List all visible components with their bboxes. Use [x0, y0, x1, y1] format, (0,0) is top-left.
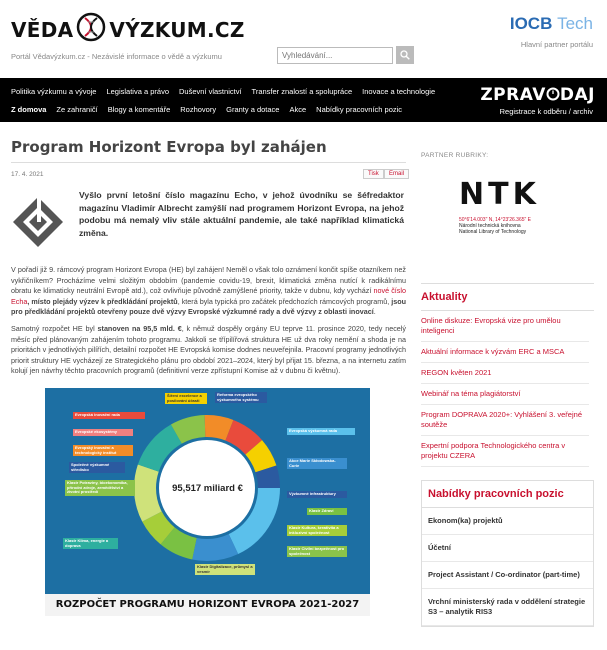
- news-list: [421, 311, 589, 467]
- search-button[interactable]: [396, 46, 414, 64]
- infographic-caption: ROZPOČET PROGRAMU HORIZONT EVROPA 2021-2027: [55, 598, 360, 610]
- news-item[interactable]: Online diskuze: Evropská vize pro umělou inteligenci: [421, 311, 589, 342]
- echo-logo-icon: [11, 195, 65, 254]
- jobs-heading: Nabídky pracovních pozic: [422, 481, 593, 508]
- newsletter-logo[interactable]: ZPRAV DAJ: [480, 85, 595, 105]
- site-tagline: Portál Vědavýzkum.cz - Nezávislé informace o vědě a výzkumu: [11, 52, 222, 61]
- nav-item[interactable]: Inovace a technologie: [362, 87, 436, 96]
- job-item[interactable]: Project Assistant / Co-ordinator (part-time): [422, 562, 593, 589]
- site-logo[interactable]: [11, 12, 245, 47]
- news-item[interactable]: REGON květen 2021: [421, 363, 589, 384]
- budget-donut: [45, 388, 370, 616]
- email-button[interactable]: Email: [384, 169, 409, 179]
- chart-label: Výzkumné infrastruktury: [287, 491, 347, 498]
- article-paragraph-1: V pořadí již 9. rámcový program Horizont Evropa (HE) byl zahájen! Neměl o však tolo oznámení končit spíše otazníkem než vykřičníkem? Procházíme velmi složitým obdobím (pandemie covidu-19, brexit, klimatická změna nutící k radikálnímu obratu ke klimaticky neutrální Evropě atd.), což ovlivňuje původně zamýšlené priority, takže v dubnu, kdy vychází nové číslo Echa, místo plejády výzev k předkládání projektů, která byla typická pro začátek předchozích rámcových programů, jsou pro předkládání projektů otevřeny pouze dvě výzvy Evropské výzkumné rady a dvě výzvy z oblasti inovací.: [11, 265, 406, 317]
- partner-logo[interactable]: IOCB Tech: [509, 14, 593, 33]
- nav-item[interactable]: Transfer znalostí a spolupráce: [251, 87, 353, 96]
- chart-label: Evropský inovační a technologický institut: [73, 445, 133, 456]
- partner-label: Hlavní partner portálu: [520, 40, 593, 49]
- news-item[interactable]: Webinář na téma plagiátorství: [421, 384, 589, 405]
- chart-label: Společné výzkumné středisko: [69, 462, 125, 473]
- article-date: 17. 4. 2021: [11, 171, 44, 178]
- news-item[interactable]: Program DOPRAVA 2020+: Vyhlášení 3. veřejné soutěže: [421, 405, 589, 436]
- jobs-box: [421, 480, 594, 627]
- chart-label: Šíření excelence a posilování účasti: [165, 393, 207, 404]
- main-nav: [0, 78, 607, 122]
- lead-text: Vyšlo první letošní číslo magazínu Echo, v jehož úvodníku se šéfredaktor magazínu Vladimír Albrecht zamýšlí nad programem Horizont Evropa, na jehož podobu má nemalý vliv stále aktuální pandemie, ale také například klimatická změna.: [79, 190, 404, 238]
- budget-infographic: [45, 388, 370, 616]
- news-item[interactable]: Expertní podpora Technologického centra v projektu CZERA: [421, 436, 589, 467]
- job-item[interactable]: Účetní: [422, 535, 593, 562]
- chart-label: Reforma evropského výzkumného systému: [215, 392, 267, 403]
- search-input[interactable]: [277, 47, 393, 64]
- clock-icon: [546, 87, 560, 101]
- chart-label: Evropská inovační rada: [73, 412, 145, 419]
- partner-title: PARTNER RUBRIKY:: [421, 152, 489, 159]
- nav-item[interactable]: Rozhovory: [180, 105, 217, 114]
- site-header: [0, 0, 607, 78]
- chart-label: Evropské ekosystémy: [73, 429, 133, 436]
- chart-label: Evropská výzkumná rada: [287, 428, 355, 435]
- chart-label: Klastr Digitalizace, průmysl a vesmír: [195, 564, 255, 575]
- chart-label: Klastr Zdraví: [307, 508, 347, 515]
- chart-label: Klastr Civilní bezpečnost pro společnost: [287, 546, 347, 557]
- nav-item[interactable]: Nabídky pracovních pozic: [316, 105, 403, 114]
- nav-item[interactable]: Akce: [289, 105, 307, 114]
- search-icon: [400, 50, 410, 60]
- article-title: Program Horizont Evropa byl zahájen: [11, 138, 327, 156]
- print-button[interactable]: Tisk: [363, 169, 384, 179]
- nav-row-sections: [6, 105, 407, 114]
- dna-icon: [76, 12, 106, 47]
- nav-row-topics: [6, 87, 440, 96]
- newsletter-link[interactable]: Registrace k odběru / archiv: [499, 107, 593, 116]
- article-meta: [11, 169, 406, 187]
- article-paragraph-2: Samotný rozpočet HE byl stanoven na 95,5 mld. €, k němuž dospěly orgány EU teprve 11. prosince 2020, tedy necelý měsíc před plánovaným zahájením tohoto programu. Jakkoli se třípilířová struktura HE už dva roky nemění a shoda je na prioritách v jednotlivých pilířích, detailní rozpočet HE Evropská komise dodnes neuveřejnila. Pracovní programy jednotlivých priorit struktury HE vycházejí ze Strategického plánu pro období 2021–2024, který byl přijat 15. března, a na internetu zatím kolují jen návrhy těchto pracovních programů (definitivní verze zpřístupní Komise až v dubnu či květnu).: [11, 323, 406, 376]
- chart-label: Akce Marie Skłodowska-Curie: [287, 458, 347, 469]
- news-item[interactable]: Aktuální informace k výzvám ERC a MSCA: [421, 342, 589, 363]
- nav-item[interactable]: Politika výzkumu a vývoje: [11, 87, 97, 96]
- job-item[interactable]: Ekonom(ka) projektů: [422, 508, 593, 535]
- sidebar: [421, 152, 599, 627]
- news-heading: Aktuality: [421, 283, 594, 311]
- logo-text-left: VĚDA: [11, 17, 74, 42]
- nav-item[interactable]: Legislativa a právo: [106, 87, 169, 96]
- echo-issue-link[interactable]: nové číslo Echa: [11, 286, 406, 306]
- chart-label: Klastr Klima, energie a doprava: [63, 538, 118, 549]
- nav-item[interactable]: Granty a dotace: [226, 105, 280, 114]
- job-item[interactable]: Vrchní ministerský rada v oddělení strategie S3 – analytik RIS3: [422, 589, 593, 626]
- title-divider: [11, 162, 406, 163]
- article: [11, 137, 406, 616]
- logo-text-right: VÝZKUM.CZ: [109, 17, 245, 42]
- nav-item[interactable]: Duševní vlastnictví: [179, 87, 242, 96]
- budget-total: 95,517 miliard €: [172, 482, 243, 494]
- nav-item[interactable]: Ze zahraničí: [56, 105, 98, 114]
- ntk-logo[interactable]: NTK 50°6'14.003" N, 14°23'26.365" E Národní technická knihovna National Library of Technology: [459, 177, 540, 235]
- article-lead: [11, 189, 406, 259]
- nav-item[interactable]: Blogy a komentáře: [107, 105, 171, 114]
- chart-label: Klastr Kultura, kreativita a inkluzivní společnost: [287, 525, 347, 536]
- jobs-list: [422, 508, 593, 626]
- chart-label: Klastr Potraviny, bioekonomika, přírodní zdroje, zemědělství a životní prostředí: [65, 480, 135, 496]
- nav-item-active[interactable]: Z domova: [11, 105, 47, 114]
